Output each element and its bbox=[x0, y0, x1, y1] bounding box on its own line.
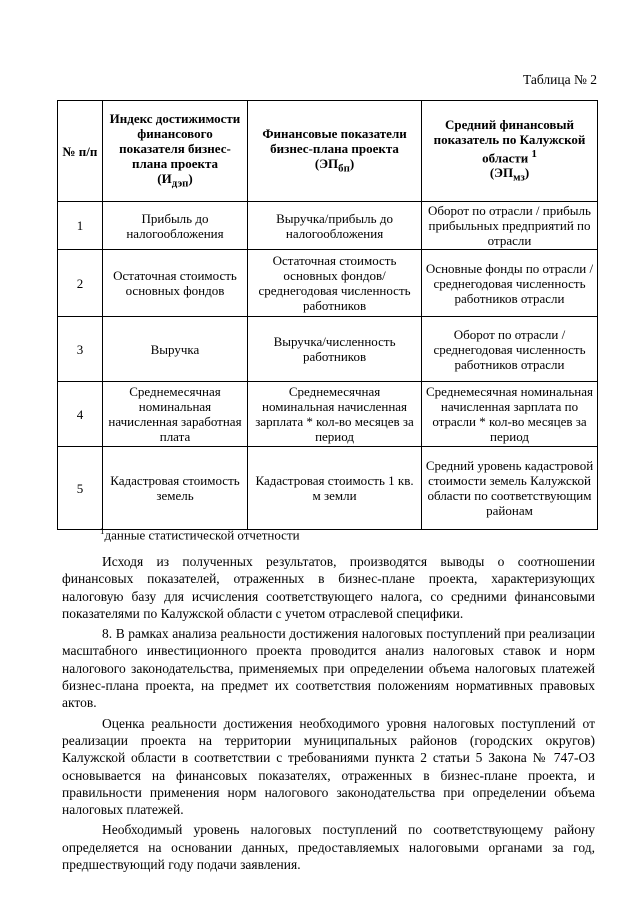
table-caption: Таблица № 2 bbox=[523, 72, 597, 87]
header-index bbox=[102, 101, 247, 202]
paragraph: 8. В рамках анализа реальности достижения налоговых поступлений при реализации масштабного инвестиционного проекта проводится анализ налоговых ставок и норм налогового законодательства, применяемых при определении объема налоговых платежей бизнес-плана проекта, на предмет их соответствия положениям нормативных правовых актов. bbox=[62, 626, 595, 711]
cell-num: 4 bbox=[58, 382, 103, 447]
header-bp bbox=[248, 101, 422, 202]
header-index-symbol: $(И_{дэп})$ bbox=[157, 170, 193, 190]
cell-bp: Среднемесячная номинальная начисленная зарплата * кол-во месяцев за период bbox=[248, 382, 422, 447]
header-bp-title: Финансовые показатели бизнес-плана проекта bbox=[262, 125, 407, 156]
header-region-title: Средний финансовый показатель по Калужской области bbox=[433, 116, 586, 165]
cell-index: Кадастровая стоимость земель bbox=[102, 447, 247, 530]
header-region-footnote-mark: 1 bbox=[531, 147, 537, 160]
table-header-row bbox=[58, 101, 598, 202]
cell-index: Остаточная стоимость основных фондов bbox=[102, 250, 247, 317]
body-text bbox=[62, 553, 595, 876]
header-num: № п/п bbox=[58, 101, 103, 202]
cell-region: Средний уровень кадастровой стоимости земель Калужской области по соответствующим районам bbox=[422, 447, 598, 530]
table-row bbox=[58, 447, 598, 530]
header-index-title: Индекс достижимости финансового показателя бизнес-плана проекта bbox=[109, 110, 241, 171]
cell-num: 5 bbox=[58, 447, 103, 530]
header-region bbox=[422, 101, 598, 202]
cell-region: Оборот по отрасли / прибыль прибыльных предприятий по отрасли bbox=[422, 202, 598, 250]
cell-bp: Выручка/численность работников bbox=[248, 317, 422, 382]
footnote-text: данные статистической отчетности bbox=[104, 527, 300, 543]
header-region-symbol: $(ЭП_{мз})$ bbox=[489, 164, 530, 184]
cell-index: Среднемесячная номинальная начисленная заработная плата bbox=[102, 382, 247, 447]
cell-bp: Выручка/прибыль до налогообложения bbox=[248, 202, 422, 250]
table-row bbox=[58, 250, 598, 317]
cell-num: 2 bbox=[58, 250, 103, 317]
cell-region: Среднемесячная номинальная начисленная зарплата по отрасли * кол-во месяцев за период bbox=[422, 382, 598, 447]
cell-num: 1 bbox=[58, 202, 103, 250]
paragraph: Исходя из полученных результатов, производятся выводы о соотношении финансовых показателей, отраженных в бизнес-плане проекта, характеризующих налоговую базу для исчисления соответствующего налога, со средними финансовыми показателями по Калужской области с учетом отраслевой специфики. bbox=[62, 554, 595, 621]
cell-num: 3 bbox=[58, 317, 103, 382]
cell-bp: Кадастровая стоимость 1 кв. м земли bbox=[248, 447, 422, 530]
paragraph: Необходимый уровень налоговых поступлений по соответствующему району определяется на основании данных, предоставляемых налоговыми органами за год, предшествующий году подачи заявления. bbox=[62, 822, 595, 873]
table-row bbox=[58, 317, 598, 382]
table-row bbox=[58, 202, 598, 250]
cell-index: Выручка bbox=[102, 317, 247, 382]
cell-index: Прибыль до налогообложения bbox=[102, 202, 247, 250]
cell-bp: Остаточная стоимость основных фондов/среднегодовая численность работников bbox=[248, 250, 422, 317]
header-bp-symbol: $(ЭП_{бп})$ bbox=[314, 155, 355, 175]
indicators-table bbox=[57, 100, 598, 530]
cell-region: Оборот по отрасли / среднегодовая численность работников отрасли bbox=[422, 317, 598, 382]
footnote bbox=[100, 526, 300, 543]
footnote-mark: 1 bbox=[100, 526, 105, 536]
table-row bbox=[58, 382, 598, 447]
cell-region: Основные фонды по отрасли / среднегодовая численность работников отрасли bbox=[422, 250, 598, 317]
paragraph: Оценка реальности достижения необходимого уровня налоговых поступлений от реализации проекта на территории муниципальных районов (городских округов) Калужской области в соответствии с требованиями пункта 2 статьи 5 Закона № 747-ОЗ основывается на финансовых показателях, отраженных в бизнес-плане проекта, и правильности применения норм налогового законодательства при определении объема налоговых платежей. bbox=[62, 715, 595, 818]
